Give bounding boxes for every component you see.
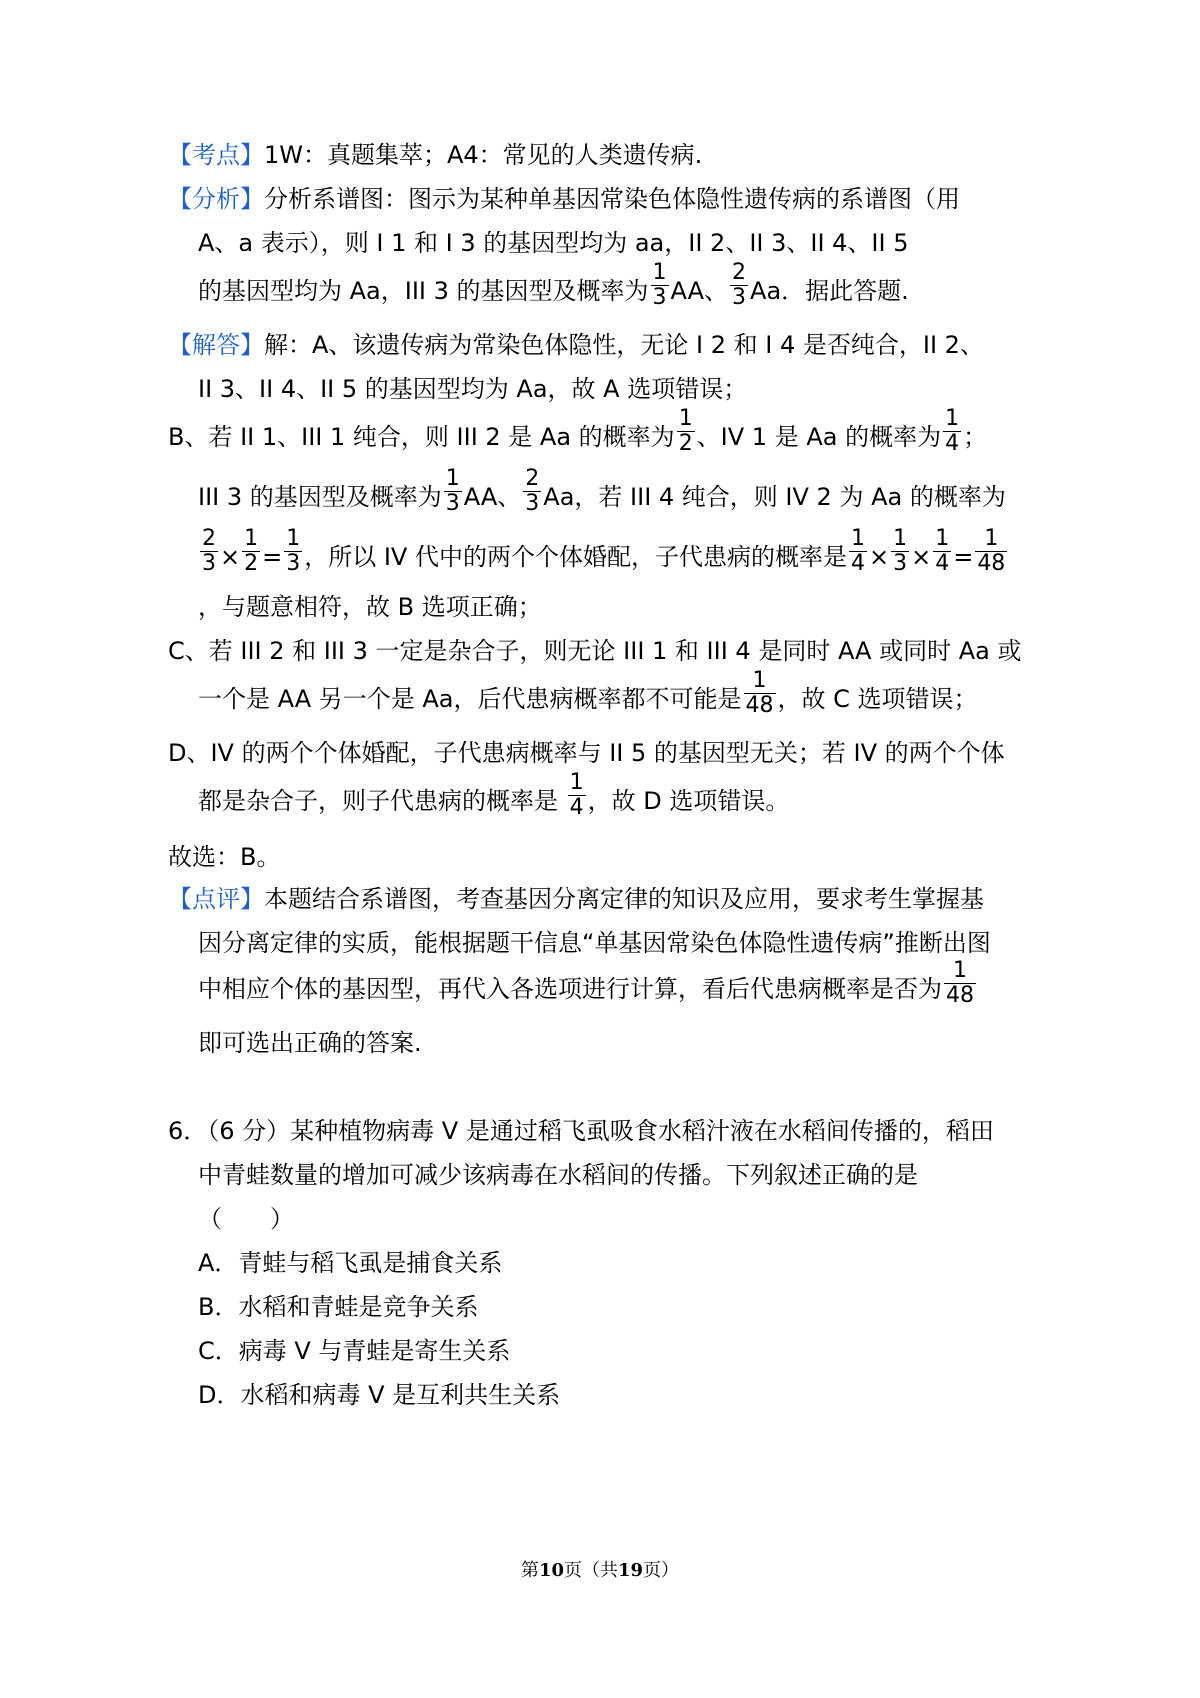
dianping-line-1: 【点评】本题结合系谱图，考查基因分离定律的知识及应用，要求考生掌握基 [168, 885, 984, 913]
jieda-c-line-1: C、若 III 2 和 III 3 一定是杂合子，则无论 III 1 和 III 4 是同时 AA 或同时 Aa 或 [168, 637, 1022, 665]
dianping-line-4: 即可选出正确的答案. [198, 1029, 422, 1057]
fraction: $\frac{2}{3}$ [732, 259, 747, 310]
fraction: $\frac{1}{4}$ [850, 525, 865, 576]
dianping-line-2: 因分离定律的实质，能根据题干信息“单基因常染色体隐性遗传病”推断出图 [198, 929, 991, 957]
fraction: $\frac{1}{3}$ [286, 525, 301, 576]
fenxi-line-2: A、a 表示），则 I 1 和 I 3 的基因型均为 aa，II 2、II 3、II 4、II 5 [198, 229, 909, 257]
fenxi-text-1: 分析系谱图：图示为某种单基因常染色体隐性遗传病的系谱图（用 [264, 185, 960, 213]
q6-option-a: A．青蛙与稻飞虱是捕食关系 [198, 1249, 503, 1277]
fraction: $\frac{1}{3}$ [445, 465, 460, 516]
fraction: $\frac{1}{2}$ [678, 405, 693, 456]
fraction: $\frac{1}{48}$ [946, 957, 974, 1008]
jieda-b-line-3: $\frac{2}{3}$ × $\frac{1}{2}$ = $\frac{1}{3}$ ，所以 IV 代中的两个个体婚配，子代患病的概率是 $\frac{1}{4}$ × $\frac{1}{3}$ × $\frac{1}{4}$ = $\frac{1}{48}$ [202, 525, 1006, 576]
fraction: $\frac{1}{4}$ [935, 525, 950, 576]
page-number: 10 [538, 1560, 564, 1581]
fenxi-tag: 【分析】 [168, 185, 264, 213]
q6-stem-line-3: （ ） [198, 1205, 294, 1233]
fraction: $\frac{1}{48}$ [745, 667, 774, 718]
page-footer: 第10页（共19页） [520, 1560, 680, 1581]
jieda-line-2: II 3、II 4、II 5 的基因型均为 Aa，故 A 选项错误； [198, 375, 748, 403]
jieda-b-line-4: ，与题意相符，故 B 选项正确； [198, 593, 542, 621]
fraction: $\frac{1}{4}$ [945, 405, 960, 456]
fraction: $\frac{1}{4}$ [569, 769, 584, 820]
jieda-b-line-2: III 3 的基因型及概率为 $\frac{1}{3}$ AA、 $\frac{2}{3}$ Aa，若 III 4 纯合，则 IV 2 为 Aa 的概率为 [198, 465, 1006, 516]
dianping-tag: 【点评】 [168, 885, 264, 913]
q6-option-b: B．水稻和青蛙是竞争关系 [198, 1293, 479, 1321]
jieda-d-line-1: D、IV 的两个个体婚配，子代患病概率与 II 5 的基因型无关；若 IV 的两个个体 [168, 739, 1005, 767]
fenxi-line-1 [168, 182, 960, 216]
jieda-tag: 【解答】 [168, 331, 264, 359]
fraction: $\frac{1}{48}$ [977, 525, 1006, 576]
kaodian-tag: 【考点】 [168, 141, 264, 169]
fenxi-line-3: 的基因型均为 Aa，III 3 的基因型及概率为 $\frac{1}{3}$ AA、 $\frac{2}{3}$ Aa．据此答题. [198, 259, 909, 310]
fraction: $\frac{1}{2}$ [244, 525, 259, 576]
fraction: $\frac{1}{3}$ [652, 259, 667, 310]
fraction: $\frac{2}{3}$ [202, 525, 216, 576]
q6-stem-line-2: 中青蛙数量的增加可减少该病毒在水稻间的传播。下列叙述正确的是 [198, 1161, 918, 1189]
kaodian-text: 1W：真题集萃；A4：常见的人类遗传病. [264, 141, 703, 169]
jieda-b-line-1: B、若 II 1、III 1 纯合，则 III 2 是 Aa 的概率为 $\frac{1}{2}$ 、IV 1 是 Aa 的概率为 $\frac{1}{4}$ ； [168, 405, 988, 456]
fraction: $\frac{2}{3}$ [525, 465, 540, 516]
q6-option-c: C．病毒 V 与青蛙是寄生关系 [198, 1337, 511, 1365]
dianping-line-3: 中相应个体的基因型，再代入各选项进行计算，看后代患病概率是否为 $\frac{1}{48}$ [198, 957, 974, 1008]
jieda-c-line-2: 一个是 AA 另一个是 Aa，后代患病概率都不可能是 $\frac{1}{48}$ ，故 C 选项错误； [198, 667, 978, 718]
kaodian-line [168, 138, 702, 172]
page-total: 19 [618, 1560, 644, 1581]
jieda-line-1: 【解答】解：A、该遗传病为常染色体隐性，无论 I 2 和 I 4 是否纯合，II 2、 [168, 331, 984, 359]
q6-option-d: D．水稻和病毒 V 是互利共生关系 [198, 1381, 561, 1409]
q6-stem-line-1: 6．（6 分）某种植物病毒 V 是通过稻飞虱吸食水稻汁液在水稻间传播的，稻田 [168, 1117, 994, 1145]
answer-line: 故选：B。 [168, 843, 281, 871]
jieda-d-line-2: 都是杂合子，则子代患病的概率是 $\frac{1}{4}$ ，故 D 选项错误。 [198, 769, 790, 820]
fraction: $\frac{1}{3}$ [893, 525, 908, 576]
